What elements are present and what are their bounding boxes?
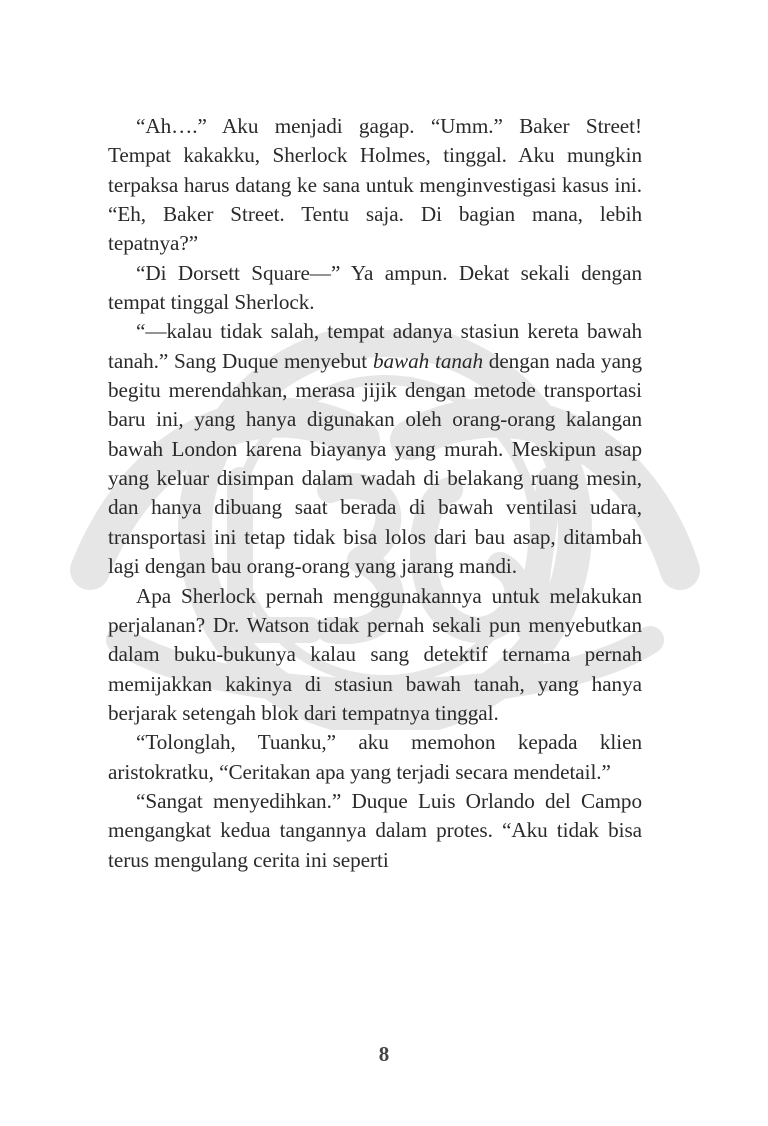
paragraph-text: dengan nada yang begitu merendahkan, merasa jijik dengan metode transportasi baru ini, yang hanya digunakan oleh orang-orang kalangan bawah London karena biayanya yang murah. Meskipun asap yang keluar disimpan dalam wadah di belakang ruang mesin, dan hanya dibuang saat berada di bawah ventilasi udara, transportasi ini tetap tidak bisa lolos dari bau asap, ditambah lagi dengan bau orang-orang yang jarang mandi. — [108, 348, 643, 579]
body-text — [108, 112, 642, 875]
paragraph: “Sangat menyedihkan.” Duque Luis Orlando del Campo mengangkat kedua tangannya dalam protes. “Aku tidak bisa terus mengulang cerita ini seperti — [108, 788, 642, 872]
paragraph: “Di Dorsett Square—” Ya ampun. Dekat sekali dengan tempat tinggal Sherlock. — [108, 260, 642, 315]
paragraph: “Tolonglah, Tuanku,” aku memohon kepada klien aristokratku, “Ceritakan apa yang terjadi secara mendetail.” — [108, 730, 642, 784]
paragraph — [108, 317, 642, 581]
paragraph-text: “—kalau tidak salah, tempat adanya stasiun kereta bawah tanah.” Sang Duque menyebut — [108, 319, 642, 373]
page-number: 8 — [378, 1042, 390, 1066]
paragraph: “Ah….” Aku menjadi gagap. “Umm.” Baker Street! Tempat kakakku, Sherlock Holmes, tinggal. Aku mungkin terpaksa harus datang ke sana untuk menginvestigasi kasus ini. “Eh, Baker Street. Tentu saja. Di bagian mana, lebih tepatnya?” — [108, 114, 642, 256]
emphasized-text: bawah tanah — [372, 348, 483, 373]
paragraph: Apa Sherlock pernah menggunakannya untuk melakukan perjalanan? Dr. Watson tidak pernah sekali pun menyebutkan dalam buku-bukunya kalau sang detektif ternama pernah memijakkan kakinya di stasiun bawah tanah, yang hanya berjarak setengah blok dari tempatnya tinggal. — [108, 583, 642, 725]
